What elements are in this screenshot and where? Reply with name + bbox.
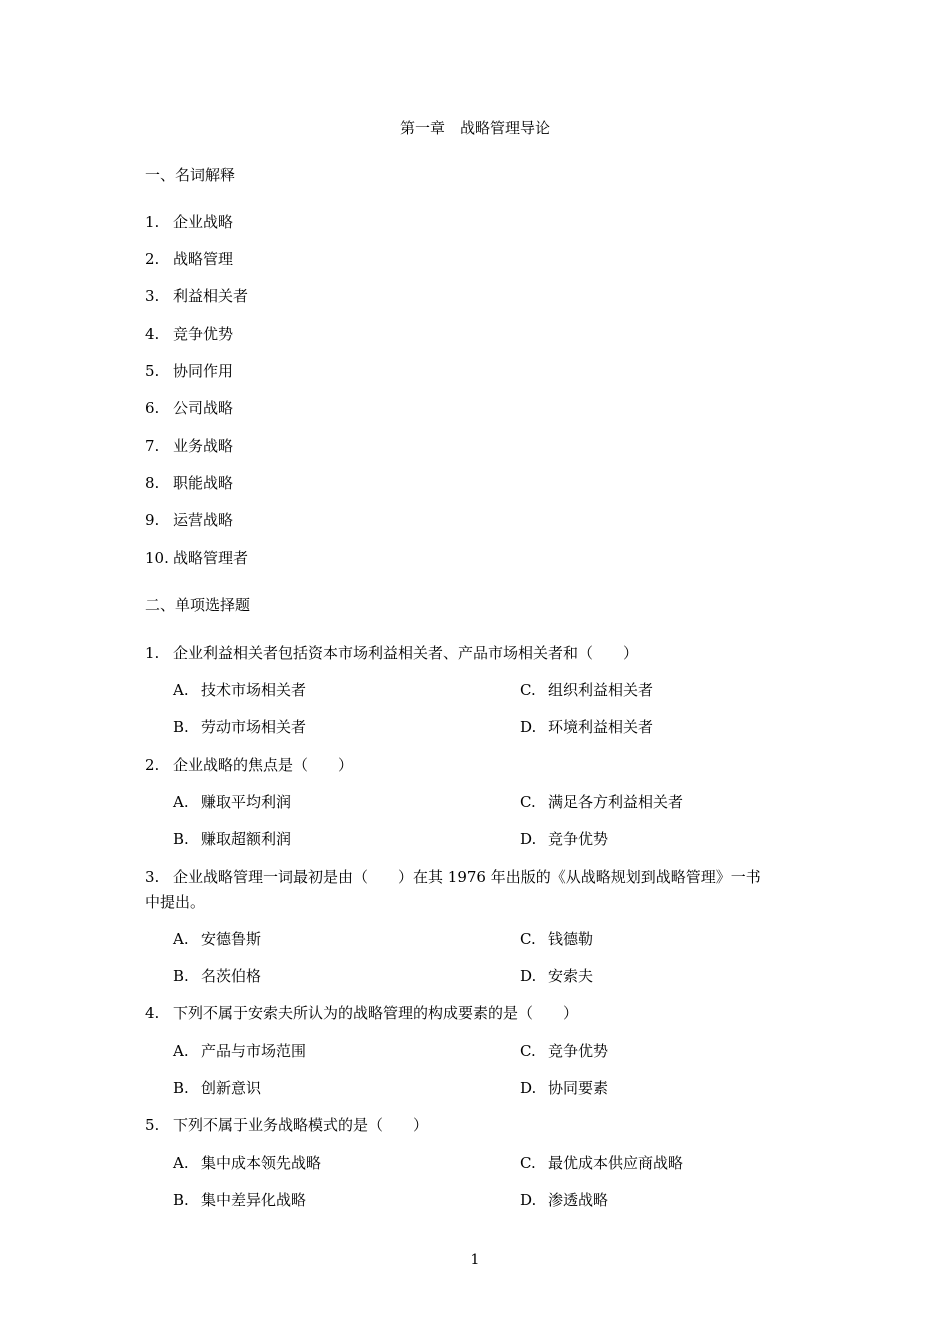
option-d: D. 安索夫 — [520, 967, 594, 985]
list-item: 3. 利益相关者 — [145, 287, 249, 305]
list-item: 10. 战略管理者 — [145, 549, 249, 567]
question: 5. 下列不属于业务战略模式的是（ ） — [145, 1116, 429, 1134]
list-item: 9. 运营战略 — [145, 511, 234, 529]
option-a: A. 安德鲁斯 — [173, 930, 262, 948]
list-item: 4. 竞争优势 — [145, 325, 234, 343]
option-c: C. 组织利益相关者 — [520, 681, 654, 699]
option-c: C. 钱德勒 — [520, 930, 594, 948]
option-b: B. 劳动市场相关者 — [173, 718, 307, 736]
question: 3. 企业战略管理一词最初是由（ ）在其 1976 年出版的《从战略规划到战略管理》一书 — [145, 868, 761, 886]
option-d: D. 环境利益相关者 — [520, 718, 654, 736]
section-heading-choice: 二、单项选择题 — [145, 596, 251, 614]
option-b: B. 赚取超额利润 — [173, 830, 292, 848]
list-item: 5. 协同作用 — [145, 362, 234, 380]
list-item: 2. 战略管理 — [145, 250, 234, 268]
option-b: B. 名茨伯格 — [173, 967, 262, 985]
list-item: 7. 业务战略 — [145, 437, 234, 455]
option-a: A. 技术市场相关者 — [173, 681, 307, 699]
section-heading-terms: 一、名词解释 — [145, 166, 236, 184]
question: 1. 企业利益相关者包括资本市场利益相关者、产品市场相关者和（ ） — [145, 644, 639, 662]
option-a: A. 产品与市场范围 — [173, 1042, 307, 1060]
option-b: B. 创新意识 — [173, 1079, 262, 1097]
option-c: C. 竞争优势 — [520, 1042, 609, 1060]
option-c: C. 满足各方利益相关者 — [520, 793, 684, 811]
option-d: D. 竞争优势 — [520, 830, 609, 848]
list-item: 6. 公司战略 — [145, 399, 234, 417]
option-d: D. 渗透战略 — [520, 1191, 609, 1209]
list-item: 8. 职能战略 — [145, 474, 234, 492]
option-c: C. 最优成本供应商战略 — [520, 1154, 684, 1172]
list-item: 1. 企业战略 — [145, 213, 234, 231]
question: 4. 下列不属于安索夫所认为的战略管理的构成要素的是（ ） — [145, 1004, 579, 1022]
option-a: A. 赚取平均利润 — [173, 793, 292, 811]
option-b: B. 集中差异化战略 — [173, 1191, 307, 1209]
question: 2. 企业战略的焦点是（ ） — [145, 756, 354, 774]
page-number: 1 — [470, 1252, 480, 1268]
option-a: A. 集中成本领先战略 — [173, 1154, 322, 1172]
page-title: 第一章 战略管理导论 — [399, 119, 550, 137]
question-continuation: 中提出。 — [145, 893, 206, 911]
option-d: D. 协同要素 — [520, 1079, 609, 1097]
